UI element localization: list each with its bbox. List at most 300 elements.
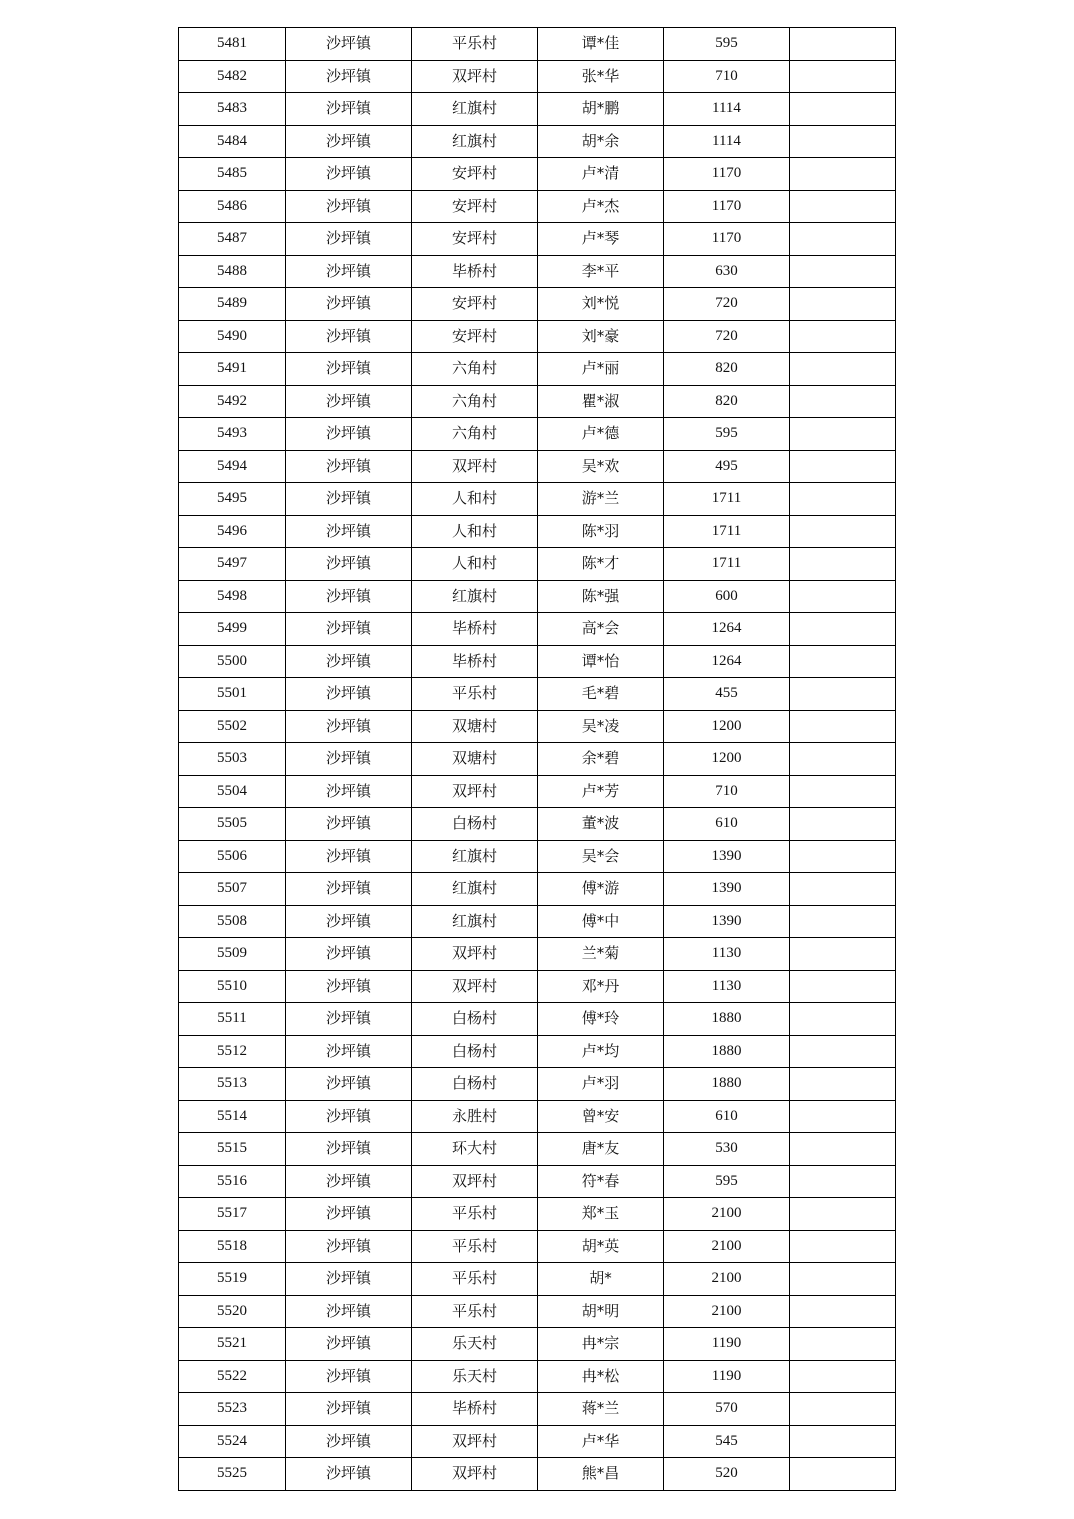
name-cell: 吴*欢 bbox=[538, 450, 664, 483]
table-row bbox=[179, 515, 896, 548]
village-cell: 乐天村 bbox=[412, 1328, 538, 1361]
row-number-cell: 5517 bbox=[179, 1198, 286, 1231]
amount-cell: 1170 bbox=[664, 223, 790, 256]
row-number-cell: 5523 bbox=[179, 1393, 286, 1426]
note-cell bbox=[790, 515, 896, 548]
note-cell bbox=[790, 1068, 896, 1101]
name-cell: 卢*清 bbox=[538, 158, 664, 191]
note-cell bbox=[790, 255, 896, 288]
row-number-cell: 5501 bbox=[179, 678, 286, 711]
village-cell: 安坪村 bbox=[412, 288, 538, 321]
town-cell: 沙坪镇 bbox=[286, 255, 412, 288]
note-cell bbox=[790, 1295, 896, 1328]
note-cell bbox=[790, 483, 896, 516]
amount-cell: 1711 bbox=[664, 483, 790, 516]
amount-cell: 610 bbox=[664, 1100, 790, 1133]
town-cell: 沙坪镇 bbox=[286, 1133, 412, 1166]
name-cell: 卢*德 bbox=[538, 418, 664, 451]
village-cell: 六角村 bbox=[412, 353, 538, 386]
table-row bbox=[179, 93, 896, 126]
town-cell: 沙坪镇 bbox=[286, 743, 412, 776]
amount-cell: 2100 bbox=[664, 1230, 790, 1263]
town-cell: 沙坪镇 bbox=[286, 1328, 412, 1361]
table-row bbox=[179, 775, 896, 808]
table-row bbox=[179, 28, 896, 61]
town-cell: 沙坪镇 bbox=[286, 450, 412, 483]
table-row bbox=[179, 1458, 896, 1491]
table-row bbox=[179, 840, 896, 873]
name-cell: 刘*豪 bbox=[538, 320, 664, 353]
note-cell bbox=[790, 743, 896, 776]
name-cell: 胡*明 bbox=[538, 1295, 664, 1328]
note-cell bbox=[790, 1393, 896, 1426]
village-cell: 平乐村 bbox=[412, 678, 538, 711]
amount-cell: 1711 bbox=[664, 515, 790, 548]
amount-cell: 570 bbox=[664, 1393, 790, 1426]
village-cell: 安坪村 bbox=[412, 190, 538, 223]
name-cell: 卢*琴 bbox=[538, 223, 664, 256]
amount-cell: 1880 bbox=[664, 1068, 790, 1101]
table-row bbox=[179, 743, 896, 776]
note-cell bbox=[790, 1198, 896, 1231]
village-cell: 平乐村 bbox=[412, 1263, 538, 1296]
town-cell: 沙坪镇 bbox=[286, 808, 412, 841]
row-number-cell: 5495 bbox=[179, 483, 286, 516]
name-cell: 瞿*淑 bbox=[538, 385, 664, 418]
row-number-cell: 5519 bbox=[179, 1263, 286, 1296]
row-number-cell: 5514 bbox=[179, 1100, 286, 1133]
name-cell: 游*兰 bbox=[538, 483, 664, 516]
amount-cell: 1130 bbox=[664, 938, 790, 971]
row-number-cell: 5515 bbox=[179, 1133, 286, 1166]
table-row bbox=[179, 1100, 896, 1133]
table-row bbox=[179, 1230, 896, 1263]
town-cell: 沙坪镇 bbox=[286, 840, 412, 873]
amount-cell: 1390 bbox=[664, 905, 790, 938]
row-number-cell: 5499 bbox=[179, 613, 286, 646]
table-row bbox=[179, 678, 896, 711]
town-cell: 沙坪镇 bbox=[286, 1035, 412, 1068]
village-cell: 红旗村 bbox=[412, 840, 538, 873]
town-cell: 沙坪镇 bbox=[286, 125, 412, 158]
note-cell bbox=[790, 938, 896, 971]
amount-cell: 1390 bbox=[664, 840, 790, 873]
table-row bbox=[179, 548, 896, 581]
amount-cell: 595 bbox=[664, 28, 790, 61]
amount-cell: 1200 bbox=[664, 743, 790, 776]
note-cell bbox=[790, 808, 896, 841]
row-number-cell: 5486 bbox=[179, 190, 286, 223]
village-cell: 毕桥村 bbox=[412, 255, 538, 288]
village-cell: 六角村 bbox=[412, 418, 538, 451]
name-cell: 兰*菊 bbox=[538, 938, 664, 971]
village-cell: 双坪村 bbox=[412, 1165, 538, 1198]
table-body bbox=[179, 28, 896, 1491]
town-cell: 沙坪镇 bbox=[286, 93, 412, 126]
amount-cell: 820 bbox=[664, 353, 790, 386]
amount-cell: 1130 bbox=[664, 970, 790, 1003]
table-row bbox=[179, 1263, 896, 1296]
village-cell: 红旗村 bbox=[412, 93, 538, 126]
name-cell: 郑*玉 bbox=[538, 1198, 664, 1231]
row-number-cell: 5489 bbox=[179, 288, 286, 321]
name-cell: 卢*均 bbox=[538, 1035, 664, 1068]
name-cell: 陈*才 bbox=[538, 548, 664, 581]
name-cell: 卢*杰 bbox=[538, 190, 664, 223]
name-cell: 李*平 bbox=[538, 255, 664, 288]
note-cell bbox=[790, 1360, 896, 1393]
amount-cell: 720 bbox=[664, 288, 790, 321]
table-row bbox=[179, 580, 896, 613]
amount-cell: 530 bbox=[664, 1133, 790, 1166]
village-cell: 毕桥村 bbox=[412, 645, 538, 678]
village-cell: 人和村 bbox=[412, 515, 538, 548]
row-number-cell: 5490 bbox=[179, 320, 286, 353]
row-number-cell: 5496 bbox=[179, 515, 286, 548]
table-row bbox=[179, 320, 896, 353]
table-row bbox=[179, 255, 896, 288]
note-cell bbox=[790, 1003, 896, 1036]
amount-cell: 600 bbox=[664, 580, 790, 613]
note-cell bbox=[790, 613, 896, 646]
note-cell bbox=[790, 385, 896, 418]
table-row bbox=[179, 190, 896, 223]
name-cell: 张*华 bbox=[538, 60, 664, 93]
row-number-cell: 5520 bbox=[179, 1295, 286, 1328]
table-row bbox=[179, 938, 896, 971]
table-row bbox=[179, 418, 896, 451]
amount-cell: 1390 bbox=[664, 873, 790, 906]
table-row bbox=[179, 710, 896, 743]
town-cell: 沙坪镇 bbox=[286, 1425, 412, 1458]
note-cell bbox=[790, 158, 896, 191]
name-cell: 傅*玲 bbox=[538, 1003, 664, 1036]
town-cell: 沙坪镇 bbox=[286, 1295, 412, 1328]
town-cell: 沙坪镇 bbox=[286, 905, 412, 938]
village-cell: 双坪村 bbox=[412, 1425, 538, 1458]
name-cell: 毛*碧 bbox=[538, 678, 664, 711]
note-cell bbox=[790, 840, 896, 873]
table-row bbox=[179, 1068, 896, 1101]
row-number-cell: 5525 bbox=[179, 1458, 286, 1491]
amount-cell: 1880 bbox=[664, 1003, 790, 1036]
village-cell: 红旗村 bbox=[412, 873, 538, 906]
amount-cell: 2100 bbox=[664, 1295, 790, 1328]
name-cell: 陈*强 bbox=[538, 580, 664, 613]
town-cell: 沙坪镇 bbox=[286, 938, 412, 971]
note-cell bbox=[790, 873, 896, 906]
amount-cell: 720 bbox=[664, 320, 790, 353]
village-cell: 红旗村 bbox=[412, 125, 538, 158]
table-row bbox=[179, 223, 896, 256]
name-cell: 唐*友 bbox=[538, 1133, 664, 1166]
table-row bbox=[179, 1328, 896, 1361]
note-cell bbox=[790, 905, 896, 938]
village-cell: 人和村 bbox=[412, 483, 538, 516]
village-cell: 安坪村 bbox=[412, 223, 538, 256]
village-cell: 安坪村 bbox=[412, 320, 538, 353]
table-row bbox=[179, 905, 896, 938]
row-number-cell: 5506 bbox=[179, 840, 286, 873]
name-cell: 冉*松 bbox=[538, 1360, 664, 1393]
town-cell: 沙坪镇 bbox=[286, 515, 412, 548]
row-number-cell: 5481 bbox=[179, 28, 286, 61]
village-cell: 双坪村 bbox=[412, 970, 538, 1003]
row-number-cell: 5493 bbox=[179, 418, 286, 451]
village-cell: 双坪村 bbox=[412, 938, 538, 971]
village-cell: 白杨村 bbox=[412, 1068, 538, 1101]
row-number-cell: 5507 bbox=[179, 873, 286, 906]
town-cell: 沙坪镇 bbox=[286, 418, 412, 451]
town-cell: 沙坪镇 bbox=[286, 158, 412, 191]
village-cell: 六角村 bbox=[412, 385, 538, 418]
amount-cell: 1114 bbox=[664, 125, 790, 158]
amount-cell: 630 bbox=[664, 255, 790, 288]
town-cell: 沙坪镇 bbox=[286, 645, 412, 678]
village-cell: 毕桥村 bbox=[412, 613, 538, 646]
town-cell: 沙坪镇 bbox=[286, 1263, 412, 1296]
note-cell bbox=[790, 60, 896, 93]
town-cell: 沙坪镇 bbox=[286, 1393, 412, 1426]
row-number-cell: 5516 bbox=[179, 1165, 286, 1198]
amount-cell: 820 bbox=[664, 385, 790, 418]
note-cell bbox=[790, 353, 896, 386]
row-number-cell: 5512 bbox=[179, 1035, 286, 1068]
amount-cell: 1200 bbox=[664, 710, 790, 743]
name-cell: 吴*会 bbox=[538, 840, 664, 873]
table-row bbox=[179, 353, 896, 386]
amount-cell: 2100 bbox=[664, 1263, 790, 1296]
note-cell bbox=[790, 710, 896, 743]
row-number-cell: 5513 bbox=[179, 1068, 286, 1101]
village-cell: 平乐村 bbox=[412, 1198, 538, 1231]
row-number-cell: 5485 bbox=[179, 158, 286, 191]
name-cell: 邓*丹 bbox=[538, 970, 664, 1003]
row-number-cell: 5510 bbox=[179, 970, 286, 1003]
note-cell bbox=[790, 1458, 896, 1491]
row-number-cell: 5522 bbox=[179, 1360, 286, 1393]
name-cell: 傅*游 bbox=[538, 873, 664, 906]
name-cell: 陈*羽 bbox=[538, 515, 664, 548]
town-cell: 沙坪镇 bbox=[286, 1360, 412, 1393]
note-cell bbox=[790, 548, 896, 581]
amount-cell: 595 bbox=[664, 1165, 790, 1198]
note-cell bbox=[790, 1230, 896, 1263]
table-row bbox=[179, 288, 896, 321]
village-cell: 红旗村 bbox=[412, 905, 538, 938]
data-table bbox=[178, 27, 896, 1491]
note-cell bbox=[790, 288, 896, 321]
name-cell: 高*会 bbox=[538, 613, 664, 646]
name-cell: 董*波 bbox=[538, 808, 664, 841]
town-cell: 沙坪镇 bbox=[286, 873, 412, 906]
town-cell: 沙坪镇 bbox=[286, 28, 412, 61]
note-cell bbox=[790, 93, 896, 126]
note-cell bbox=[790, 418, 896, 451]
town-cell: 沙坪镇 bbox=[286, 1003, 412, 1036]
table-row bbox=[179, 1295, 896, 1328]
amount-cell: 455 bbox=[664, 678, 790, 711]
village-cell: 双坪村 bbox=[412, 1458, 538, 1491]
amount-cell: 1170 bbox=[664, 158, 790, 191]
row-number-cell: 5509 bbox=[179, 938, 286, 971]
name-cell: 胡*鹏 bbox=[538, 93, 664, 126]
note-cell bbox=[790, 28, 896, 61]
table-row bbox=[179, 483, 896, 516]
amount-cell: 2100 bbox=[664, 1198, 790, 1231]
note-cell bbox=[790, 450, 896, 483]
town-cell: 沙坪镇 bbox=[286, 613, 412, 646]
row-number-cell: 5508 bbox=[179, 905, 286, 938]
amount-cell: 710 bbox=[664, 775, 790, 808]
note-cell bbox=[790, 1165, 896, 1198]
amount-cell: 1264 bbox=[664, 613, 790, 646]
name-cell: 卢*芳 bbox=[538, 775, 664, 808]
town-cell: 沙坪镇 bbox=[286, 1068, 412, 1101]
note-cell bbox=[790, 645, 896, 678]
amount-cell: 1880 bbox=[664, 1035, 790, 1068]
village-cell: 双坪村 bbox=[412, 775, 538, 808]
amount-cell: 1190 bbox=[664, 1360, 790, 1393]
name-cell: 胡*英 bbox=[538, 1230, 664, 1263]
table-row bbox=[179, 1003, 896, 1036]
row-number-cell: 5491 bbox=[179, 353, 286, 386]
town-cell: 沙坪镇 bbox=[286, 1230, 412, 1263]
town-cell: 沙坪镇 bbox=[286, 580, 412, 613]
row-number-cell: 5505 bbox=[179, 808, 286, 841]
amount-cell: 1711 bbox=[664, 548, 790, 581]
note-cell bbox=[790, 1328, 896, 1361]
row-number-cell: 5492 bbox=[179, 385, 286, 418]
row-number-cell: 5518 bbox=[179, 1230, 286, 1263]
row-number-cell: 5487 bbox=[179, 223, 286, 256]
name-cell: 余*碧 bbox=[538, 743, 664, 776]
village-cell: 红旗村 bbox=[412, 580, 538, 613]
table-row bbox=[179, 970, 896, 1003]
village-cell: 白杨村 bbox=[412, 1035, 538, 1068]
row-number-cell: 5482 bbox=[179, 60, 286, 93]
name-cell: 胡*余 bbox=[538, 125, 664, 158]
village-cell: 平乐村 bbox=[412, 1295, 538, 1328]
town-cell: 沙坪镇 bbox=[286, 190, 412, 223]
village-cell: 双塘村 bbox=[412, 743, 538, 776]
village-cell: 平乐村 bbox=[412, 28, 538, 61]
amount-cell: 1114 bbox=[664, 93, 790, 126]
town-cell: 沙坪镇 bbox=[286, 385, 412, 418]
table-row bbox=[179, 158, 896, 191]
amount-cell: 1170 bbox=[664, 190, 790, 223]
row-number-cell: 5494 bbox=[179, 450, 286, 483]
amount-cell: 545 bbox=[664, 1425, 790, 1458]
name-cell: 卢*羽 bbox=[538, 1068, 664, 1101]
town-cell: 沙坪镇 bbox=[286, 970, 412, 1003]
row-number-cell: 5524 bbox=[179, 1425, 286, 1458]
table-row bbox=[179, 385, 896, 418]
table-row bbox=[179, 613, 896, 646]
village-cell: 环大村 bbox=[412, 1133, 538, 1166]
name-cell: 曾*安 bbox=[538, 1100, 664, 1133]
note-cell bbox=[790, 320, 896, 353]
note-cell bbox=[790, 1133, 896, 1166]
name-cell: 熊*昌 bbox=[538, 1458, 664, 1491]
town-cell: 沙坪镇 bbox=[286, 1458, 412, 1491]
note-cell bbox=[790, 190, 896, 223]
note-cell bbox=[790, 775, 896, 808]
name-cell: 卢*华 bbox=[538, 1425, 664, 1458]
village-cell: 平乐村 bbox=[412, 1230, 538, 1263]
amount-cell: 710 bbox=[664, 60, 790, 93]
town-cell: 沙坪镇 bbox=[286, 775, 412, 808]
amount-cell: 1264 bbox=[664, 645, 790, 678]
table-row bbox=[179, 450, 896, 483]
village-cell: 毕桥村 bbox=[412, 1393, 538, 1426]
note-cell bbox=[790, 1100, 896, 1133]
name-cell: 吴*凌 bbox=[538, 710, 664, 743]
table-row bbox=[179, 1035, 896, 1068]
note-cell bbox=[790, 125, 896, 158]
row-number-cell: 5500 bbox=[179, 645, 286, 678]
row-number-cell: 5511 bbox=[179, 1003, 286, 1036]
village-cell: 双坪村 bbox=[412, 450, 538, 483]
name-cell: 卢*丽 bbox=[538, 353, 664, 386]
row-number-cell: 5503 bbox=[179, 743, 286, 776]
table-row bbox=[179, 1425, 896, 1458]
village-cell: 双塘村 bbox=[412, 710, 538, 743]
note-cell bbox=[790, 1035, 896, 1068]
amount-cell: 1190 bbox=[664, 1328, 790, 1361]
town-cell: 沙坪镇 bbox=[286, 223, 412, 256]
table-row bbox=[179, 125, 896, 158]
name-cell: 冉*宗 bbox=[538, 1328, 664, 1361]
table-row bbox=[179, 60, 896, 93]
village-cell: 永胜村 bbox=[412, 1100, 538, 1133]
row-number-cell: 5484 bbox=[179, 125, 286, 158]
note-cell bbox=[790, 580, 896, 613]
name-cell: 符*春 bbox=[538, 1165, 664, 1198]
note-cell bbox=[790, 970, 896, 1003]
name-cell: 胡* bbox=[538, 1263, 664, 1296]
name-cell: 谭*佳 bbox=[538, 28, 664, 61]
note-cell bbox=[790, 223, 896, 256]
town-cell: 沙坪镇 bbox=[286, 1100, 412, 1133]
table-row bbox=[179, 1165, 896, 1198]
table-row bbox=[179, 873, 896, 906]
town-cell: 沙坪镇 bbox=[286, 710, 412, 743]
name-cell: 蒋*兰 bbox=[538, 1393, 664, 1426]
row-number-cell: 5521 bbox=[179, 1328, 286, 1361]
name-cell: 谭*怡 bbox=[538, 645, 664, 678]
note-cell bbox=[790, 678, 896, 711]
village-cell: 安坪村 bbox=[412, 158, 538, 191]
table-row bbox=[179, 1133, 896, 1166]
town-cell: 沙坪镇 bbox=[286, 1198, 412, 1231]
note-cell bbox=[790, 1263, 896, 1296]
village-cell: 白杨村 bbox=[412, 808, 538, 841]
amount-cell: 610 bbox=[664, 808, 790, 841]
row-number-cell: 5483 bbox=[179, 93, 286, 126]
town-cell: 沙坪镇 bbox=[286, 60, 412, 93]
row-number-cell: 5498 bbox=[179, 580, 286, 613]
table-row bbox=[179, 645, 896, 678]
name-cell: 刘*悦 bbox=[538, 288, 664, 321]
table-row bbox=[179, 808, 896, 841]
row-number-cell: 5488 bbox=[179, 255, 286, 288]
town-cell: 沙坪镇 bbox=[286, 353, 412, 386]
row-number-cell: 5502 bbox=[179, 710, 286, 743]
row-number-cell: 5504 bbox=[179, 775, 286, 808]
amount-cell: 495 bbox=[664, 450, 790, 483]
note-cell bbox=[790, 1425, 896, 1458]
